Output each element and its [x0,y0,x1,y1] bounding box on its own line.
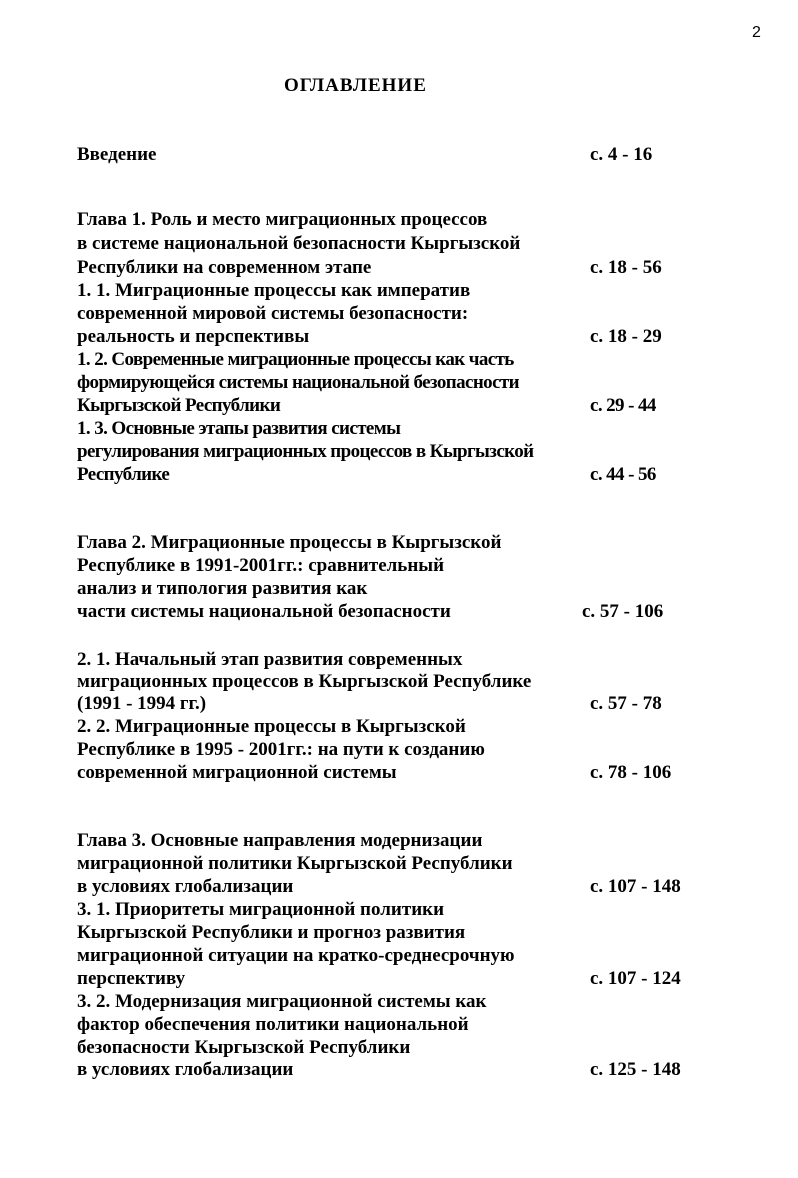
toc-line-text: перспективу [77,968,186,989]
toc-line-pages: с. 18 - 29 [590,326,662,347]
toc-line-text: миграционных процессов в Кыргызской Республике [77,671,532,692]
toc-line-text: современной мировой системы безопасности: [77,303,469,324]
toc-line-text: 2. 2. Миграционные процессы в Кыргызской [77,716,466,737]
page-title: ОГЛАВЛЕНИЕ [284,75,427,96]
toc-line-text: Республике [77,464,170,485]
toc-line-pages: с. 4 - 16 [590,144,653,165]
toc-line-text: регулирования миграционных процессов в Кыргызской [77,441,534,462]
toc-line-pages: с. 57 - 78 [590,693,662,714]
toc-line-text: Республики на современном этапе [77,257,372,278]
toc-line-text: формирующейся системы национальной безопасности [77,372,519,393]
toc-line-text: Республике в 1991-2001гг.: сравнительный [77,555,445,576]
toc-line-text: Глава 3. Основные направления модернизации [77,830,483,851]
toc-line-text: фактор обеспечения политики национальной [77,1014,469,1035]
toc-line-text: 3. 2. Модернизация миграционной системы как [77,991,487,1012]
toc-line-text: части системы национальной безопасности [77,601,451,622]
toc-line-pages: с. 107 - 148 [590,876,681,897]
toc-line-text: безопасности Кыргызской Республики [77,1037,411,1058]
toc-line-text: в условиях глобализации [77,876,294,897]
toc-line-text: в условиях глобализации [77,1059,294,1080]
toc-line-text: Глава 2. Миграционные процессы в Кыргызской [77,532,502,553]
toc-line-text: Кыргызской Республики [77,395,281,416]
toc-line-text: Кыргызской Республики и прогноз развития [77,922,466,943]
toc-line-text: современной миграционной системы [77,762,397,783]
toc-line-pages: с. 125 - 148 [590,1059,681,1080]
toc-line-text: (1991 - 1994 гг.) [77,693,207,714]
toc-line-text: 1. 1. Миграционные процессы как императив [77,280,471,301]
toc-line-pages: с. 29 - 44 [590,395,656,416]
toc-line-text: миграционной политики Кыргызской Республики [77,853,513,874]
toc-line-pages: с. 18 - 56 [590,257,662,278]
toc-line-pages: с. 44 - 56 [590,464,656,485]
toc-line-text: 1. 3. Основные этапы развития системы [77,418,401,439]
toc-line-pages: с. 57 - 106 [582,601,664,622]
toc-line-text: 1. 2. Современные миграционные процессы как часть [77,349,514,370]
page-number: 2 [752,24,761,41]
toc-line-text: Глава 1. Роль и место миграционных процессов [77,209,488,230]
toc-line-text: в системе национальной безопасности Кыргызской [77,233,521,254]
toc-line-pages: с. 78 - 106 [590,762,672,783]
toc-line-text: миграционной ситуации на кратко-среднесрочную [77,945,515,966]
toc-line-text: 3. 1. Приоритеты миграционной политики [77,899,445,920]
toc-line-text: реальность и перспективы [77,326,310,347]
toc-line-text: анализ и типология развития как [77,578,368,599]
toc-line-text: Введение [77,144,157,165]
toc-line-text: Республике в 1995 - 2001гг.: на пути к созданию [77,739,485,760]
toc-line-text: 2. 1. Начальный этап развития современных [77,649,463,670]
toc-line-pages: с. 107 - 124 [590,968,681,989]
